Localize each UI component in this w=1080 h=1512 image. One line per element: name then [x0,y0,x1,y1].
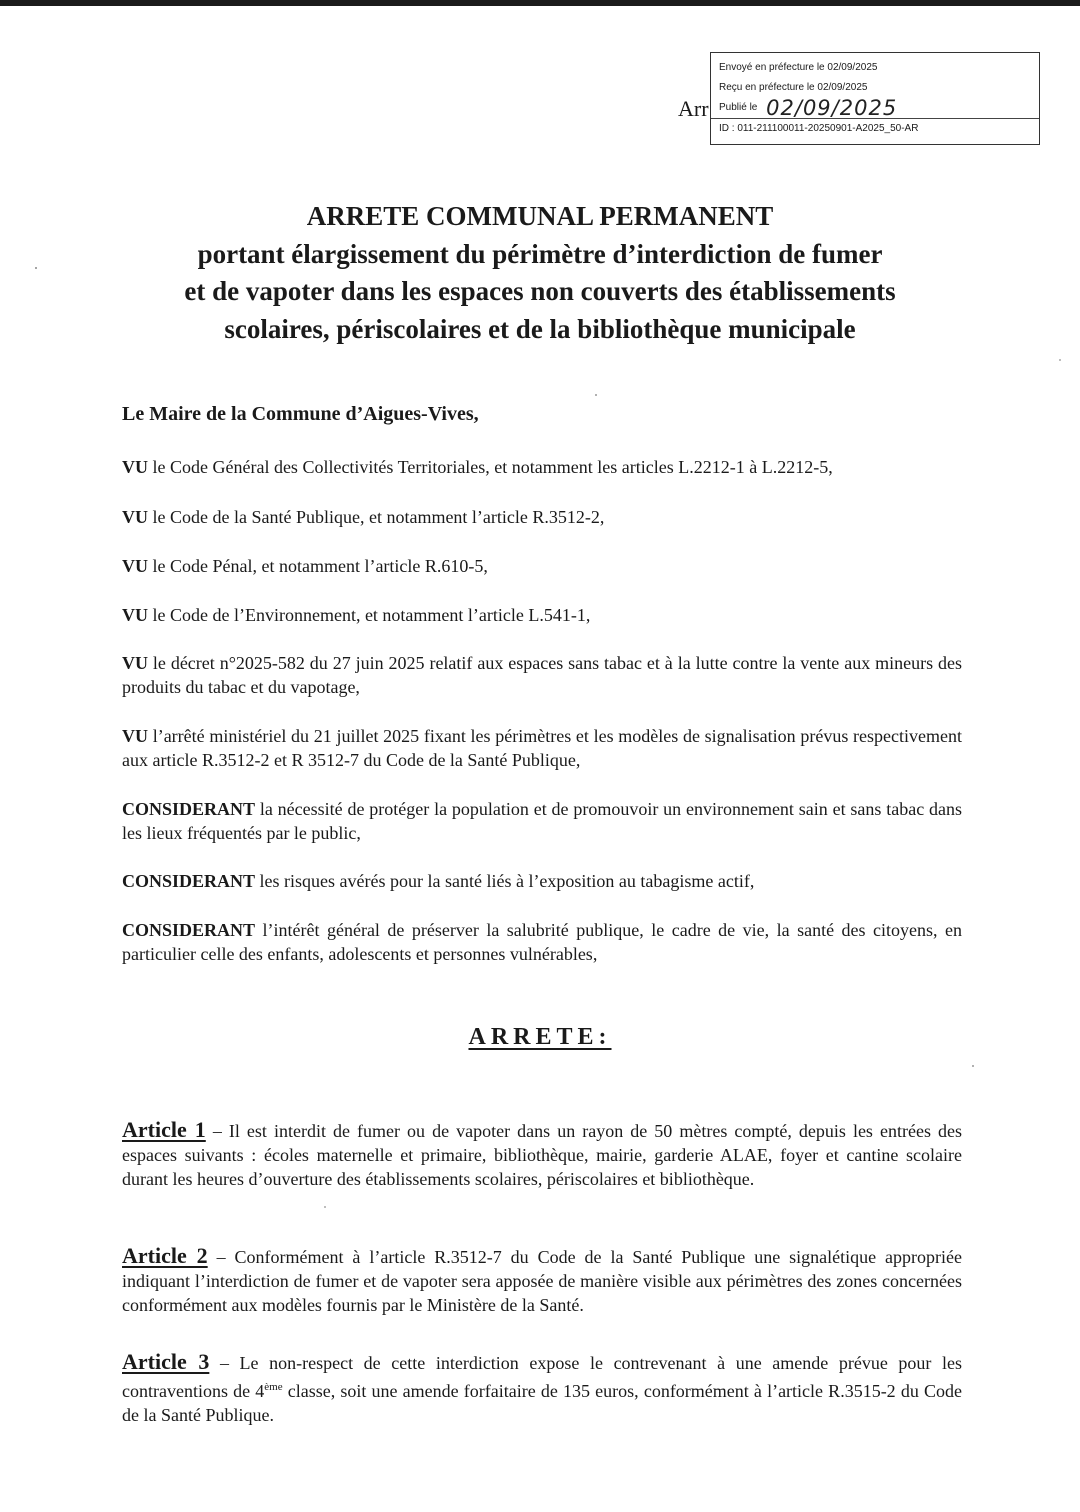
title-line-4: scolaires, périscolaires et de la bibliothèque municipale [224,313,856,344]
stamp-sent: Envoyé en préfecture le 02/09/2025 [719,62,878,73]
visa-lead: VU [122,507,148,527]
header-fragment: Arr [678,96,709,121]
considerant-text: les risques avérés pour la santé liés à l’exposition au tabagisme actif, [255,871,755,891]
arrete-heading-text: ARRETE: [468,1024,612,1050]
considerant-text: la nécessité de protéger la population et de promouvoir un environnement sain et sans tabac dans les lieux fréquentés par le public, [122,799,962,843]
article-title: Article 2 [122,1243,208,1268]
article-title: Article 3 [122,1349,210,1374]
stamp-published-date: 02/09/2025 [766,96,898,120]
visa-text: le Code de l’Environnement, et notamment l’article L.541-1, [148,605,591,625]
maire-heading: Le Maire de la Commune d’Aigues-Vives, [122,403,479,425]
stamp-published-label: Publié le [719,102,758,113]
article-title: Article 1 [122,1117,206,1142]
article-superscript: ème [264,1381,283,1393]
considerant-lead: CONSIDERANT [122,799,256,819]
article-text: – Conformément à l’article R.3512-7 du Code de la Santé Publique une signalétique appropriée indiquant l’interdiction de fumer et de vapoter sera apposée de manière visible aux périmètres des zones concernées conformément aux modèles fournis par le Ministère de la Santé. [122,1247,962,1315]
title-line-2: portant élargissement du périmètre d’interdiction de fumer [197,238,883,269]
visa-lead: VU [122,653,148,673]
visa-text: le décret n°2025-582 du 27 juin 2025 relatif aux espaces sans tabac et à la lutte contre la vente aux mineurs des produits du tabac et du vapotage, [122,653,962,697]
visa-lead: VU [122,726,148,746]
visa-lead: VU [122,457,148,477]
visa-lead: VU [122,605,148,625]
visa-text: l’arrêté ministériel du 21 juillet 2025 fixant les périmètres et les modèles de signalisation prévus respectivement aux article R.3512-2 et R 3512-7 du Code de la Santé Publique, [122,726,962,770]
considerant-lead: CONSIDERANT [122,920,256,940]
visa-text: le Code de la Santé Publique, et notamment l’article R.3512-2, [148,507,605,527]
title-line-3: et de vapoter dans les espaces non couverts des établissements [184,276,896,306]
stamp-id: ID : 011-211100011-20250901-A2025_50-AR [711,118,1039,139]
visa-lead: VU [122,556,148,576]
considerant-text: l’intérêt général de préserver la salubrité publique, le cadre de vie, la santé des citoyens, en particulier celle des enfants, adolescents et personnes vulnérables, [122,920,962,964]
article-text: – Il est interdit de fumer ou de vapoter dans un rayon de 50 mètres compté, depuis les entrées des espaces suivants : écoles maternelle et primaire, bibliothèque, mairie, garderie ALAE, foyer et cantine scolaire durant les heures d’ouverture des établissements scolaires, périscolaires et bibliothèque. [122,1121,962,1189]
stamp-received: Reçu en préfecture le 02/09/2025 [719,82,868,93]
visa-text: le Code Pénal, et notamment l’article R.610-5, [148,556,488,576]
title-line-1: ARRETE COMMUNAL PERMANENT [306,201,774,231]
considerant-lead: CONSIDERANT [122,871,256,891]
article-text: – Le non-respect de cette interdiction expose le contrevenant à une amende prévue pour les contraventions de 4 [122,1353,963,1401]
article-text-end: classe, soit une amende forfaitaire de 135 euros, conformément à l’article R.3515-2 du Code de la Santé Publique. [122,1381,962,1425]
visa-text: le Code Général des Collectivités Territoriales, et notamment les articles L.2212-1 à L.2212-5, [148,457,833,477]
